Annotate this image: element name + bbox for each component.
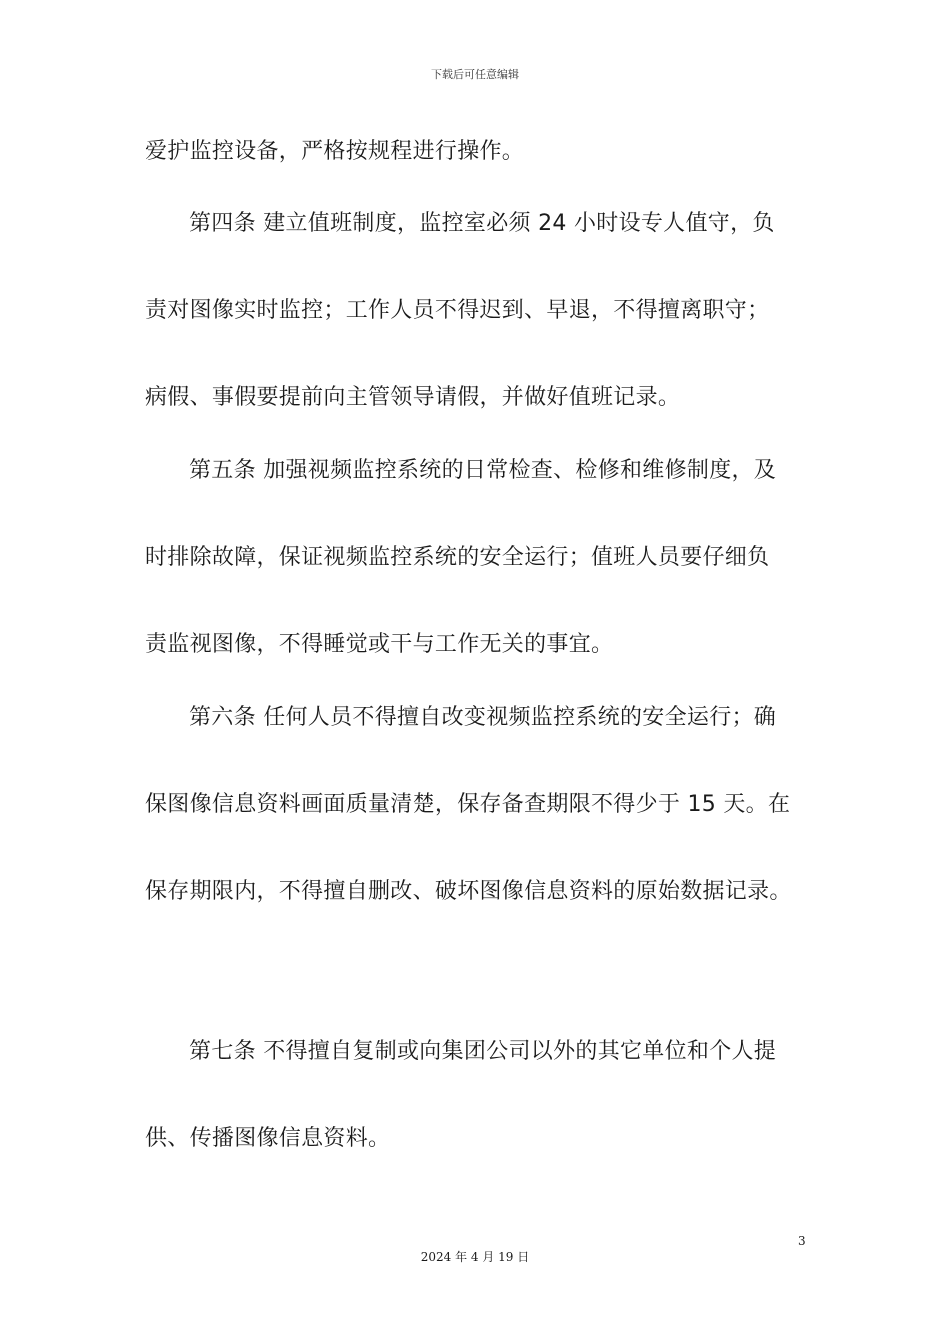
paragraph-line: 第七条 不得擅自复制或向集团公司以外的其它单位和个人提 — [189, 1039, 777, 1064]
paragraph-line: 保存期限内，不得擅自删改、破坏图像信息资料的原始数据记录。 — [145, 879, 792, 904]
header-note: 下载后可任意编辑 — [431, 68, 519, 81]
paragraph-line: 第六条 任何人员不得擅自改变视频监控系统的安全运行；确 — [189, 705, 777, 730]
page-number: 3 — [798, 1234, 806, 1248]
paragraph-line: 时排除故障，保证视频监控系统的安全运行；值班人员要仔细负 — [145, 545, 770, 570]
paragraph-line: 责监视图像，不得睡觉或干与工作无关的事宜。 — [145, 632, 614, 657]
paragraph-line: 责对图像实时监控；工作人员不得迟到、早退，不得擅离职守； — [145, 298, 770, 323]
paragraph-line: 第五条 加强视频监控系统的日常检查、检修和维修制度，及 — [189, 458, 777, 483]
paragraph-line: 第四条 建立值班制度，监控室必须 24 小时设专人值守，负 — [189, 211, 775, 236]
paragraph-line: 爱护监控设备，严格按规程进行操作。 — [145, 139, 525, 164]
footer-date: 2024 年 4 月 19 日 — [420, 1250, 530, 1264]
paragraph-line: 病假、事假要提前向主管领导请假，并做好值班记录。 — [145, 385, 681, 410]
paragraph-line: 供、传播图像信息资料。 — [145, 1126, 391, 1151]
paragraph-line: 保图像信息资料画面质量清楚，保存备查期限不得少于 15 天。在 — [145, 792, 791, 817]
